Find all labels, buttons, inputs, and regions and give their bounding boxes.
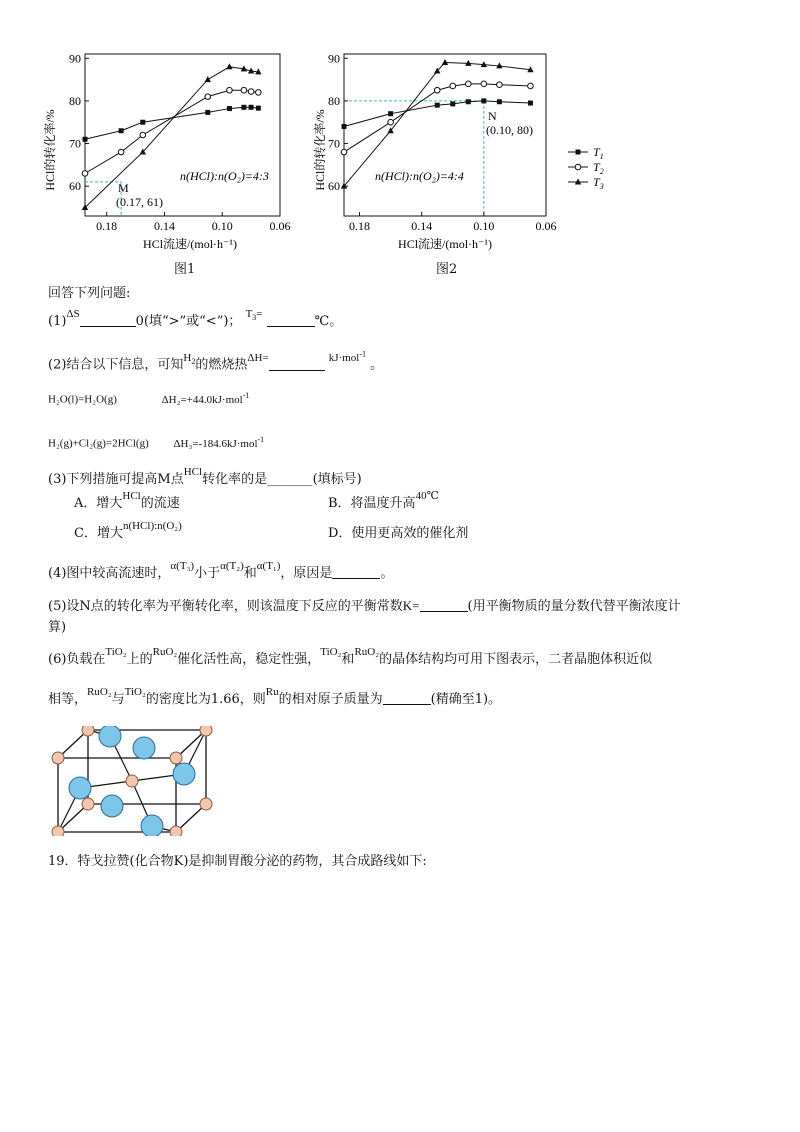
metal-atom xyxy=(126,775,138,787)
c1-point-s1-5 xyxy=(227,106,232,111)
chart1-point-m-coord: (0.17, 61) xyxy=(116,195,163,209)
c2-ytick-label: 90 xyxy=(328,51,340,66)
c1-point-s2-1 xyxy=(82,171,88,177)
c2-xtick-label: 0.06 xyxy=(535,219,557,233)
c2-point-s1-6 xyxy=(481,98,486,103)
answer-blank-5[interactable] xyxy=(420,597,468,612)
c1-xtick-label: 0.14 xyxy=(153,219,175,233)
c1-point-s1-7 xyxy=(249,105,254,110)
c2-point-s2-6 xyxy=(481,81,487,87)
c1-series-line-3 xyxy=(85,67,258,208)
c1-point-s1-4 xyxy=(205,110,210,115)
c1-xtick-label: 0.10 xyxy=(211,219,233,233)
c1-point-s2-3 xyxy=(140,132,146,138)
answer-blank-1a[interactable] xyxy=(80,312,136,327)
c1-point-s2-2 xyxy=(118,149,124,155)
c1-xtick-label: 0.06 xyxy=(269,219,291,233)
c1-point-s3-3 xyxy=(205,76,211,82)
c1-point-s1-2 xyxy=(119,128,124,133)
c2-point-s1-8 xyxy=(528,101,533,106)
c2-point-s2-2 xyxy=(388,119,394,125)
chart2-ylabel: HCl的转化率/% xyxy=(313,109,327,191)
question-5-cont: 算) xyxy=(48,620,67,635)
question-5: (5)设N点的转化率为平衡转化率，则该温度下反应的平衡常数K= (用平衡物质的量分数代替平衡浓度计 xyxy=(48,598,681,614)
chart1-ylabel: HCl的转化率/% xyxy=(43,109,57,191)
chart2-condition: n(HCl):n(O₂)=4:4 xyxy=(375,169,464,183)
figure-2-caption: 图2 xyxy=(436,262,458,277)
answer-blank-2[interactable] xyxy=(269,356,325,371)
c1-ytick-label: 90 xyxy=(69,51,81,66)
chart2-xlabel: HCl流速/(mol·h⁻¹) xyxy=(398,237,492,251)
c1-point-s1-6 xyxy=(241,105,246,110)
c1-series-line-1 xyxy=(85,107,258,139)
question-3: (3)下列措施可提高M点$^{HCl}$转化率的是_______(填标号) xyxy=(48,466,362,487)
c1-point-s2-5 xyxy=(227,87,233,93)
question-1: $(1)^{\Delta S}$ 0(填“>”或“<”)； $^{T_3=}$ ℃。 xyxy=(48,308,343,329)
chart2-point-n-label: N xyxy=(488,109,497,123)
option-a[interactable]: A．增大$^{HCl}$的流速 xyxy=(74,490,180,511)
chart-legend xyxy=(566,140,626,200)
c1-plot-frame xyxy=(85,54,280,216)
metal-atom xyxy=(170,826,182,836)
c1-point-s3-4 xyxy=(226,63,232,69)
figure-1-caption: 图1 xyxy=(174,262,196,277)
c2-point-s1-5 xyxy=(466,99,471,104)
answer-blank-4[interactable] xyxy=(332,564,380,579)
c2-ytick-label: 60 xyxy=(328,179,340,194)
chart1-xlabel: HCl流速/(mol·h⁻¹) xyxy=(143,237,237,251)
answer-blank-1b[interactable] xyxy=(267,312,315,327)
legend-label-3: $T_3$ xyxy=(593,175,604,191)
question-4: (4)图中较高流速时，$^{\alpha(T_3)}$小于$^{\alpha(T_2)}$和$^{\alpha(T_1)}$，原因是 。 xyxy=(48,560,394,581)
oxygen-atom xyxy=(101,795,123,817)
c1-series-line-2 xyxy=(85,90,258,173)
c1-ytick-label: 60 xyxy=(69,179,81,194)
option-b[interactable]: B．将温度升高$^{40℃}$ xyxy=(328,490,439,511)
metal-atom xyxy=(170,752,182,764)
c1-point-s2-7 xyxy=(248,89,254,95)
c2-point-s2-3 xyxy=(434,87,440,93)
c2-series-line-2 xyxy=(344,84,530,152)
c2-point-s2-5 xyxy=(466,81,472,87)
legend-marker-2 xyxy=(575,164,581,170)
metal-atom xyxy=(82,726,94,736)
c2-point-s2-1 xyxy=(341,149,347,155)
oxygen-atom xyxy=(99,726,121,747)
metal-atom xyxy=(82,798,94,810)
question-6-cont: 相等，$^{RuO_2}$与$^{TiO_2}$的密度比为1.66，则$^{Ru}$的相对原子质量为 (精确至1)。 xyxy=(48,686,502,707)
intro-text: 回答下列问题: xyxy=(48,286,131,301)
c2-point-s1-7 xyxy=(497,99,502,104)
c2-point-s2-8 xyxy=(528,83,534,89)
c2-point-s1-2 xyxy=(388,111,393,116)
question-2: (2)结合以下信息，可知$^{H_2}$的燃烧热$^{\Delta H=}$ $^{kJ\cdot mol^{-1}}$ 。 xyxy=(48,349,384,373)
oxygen-atom xyxy=(133,737,155,759)
c2-point-s1-4 xyxy=(450,101,455,106)
c2-point-s1-3 xyxy=(435,103,440,108)
chart-figure-2 xyxy=(300,40,560,300)
c1-point-s1-8 xyxy=(256,106,261,111)
c1-ytick-label: 80 xyxy=(69,93,81,108)
option-c[interactable]: C．增大$^{n(HCl):n(O_2)}$ xyxy=(74,520,182,541)
chart1-condition: n(HCl):n(O₂)=4:3 xyxy=(180,169,269,183)
equation-2: H₂(g)+Cl₂(g)=2HCl(g) ΔH₃=-184.6kJ·mol$^{-1}$ xyxy=(48,435,265,450)
equation-1: H₂O(l)=H₂O(g) ΔH₂=+44.0kJ·mol$^{-1}$ xyxy=(48,391,250,406)
metal-atom xyxy=(200,798,212,810)
c2-point-s3-4 xyxy=(442,59,448,65)
question-6: (6)负载在$^{TiO_2}$上的$^{RuO_2}$催化活性高，稳定性强，$^{TiO_2}$和$^{RuO_2}$的晶体结构均可用下图表示，二者晶胞体积近似 xyxy=(48,646,653,667)
c1-point-s2-6 xyxy=(241,87,247,93)
metal-atom xyxy=(200,726,212,736)
crystal-structure-diagram xyxy=(48,726,218,836)
c2-point-s1-1 xyxy=(342,124,347,129)
oxygen-atom xyxy=(69,777,91,799)
legend-label-1: $T_1$ xyxy=(593,145,604,161)
metal-atom xyxy=(52,826,64,836)
metal-atom xyxy=(52,752,64,764)
chart1-point-m-label: M xyxy=(118,181,129,195)
c2-xtick-label: 0.10 xyxy=(473,219,495,233)
c2-ytick-label: 70 xyxy=(328,136,340,151)
oxygen-atom xyxy=(173,763,195,785)
c1-ytick-label: 70 xyxy=(69,136,81,151)
c1-point-s2-4 xyxy=(205,94,211,100)
answer-blank-6[interactable] xyxy=(383,690,431,705)
c2-xtick-label: 0.14 xyxy=(411,219,433,233)
c2-point-s2-4 xyxy=(450,83,456,89)
c1-point-s1-1 xyxy=(83,137,88,142)
c1-point-s2-8 xyxy=(256,90,262,96)
question-19: 19．特戈拉赞(化合物K)是抑制胃酸分泌的药物，其合成路线如下: xyxy=(48,854,427,869)
legend-marker-1 xyxy=(576,150,581,155)
chart2-point-n-coord: (0.10, 80) xyxy=(486,123,533,137)
c1-point-s1-3 xyxy=(140,120,145,125)
legend-label-2: $T_2$ xyxy=(593,160,604,176)
option-d[interactable]: D．使用更高效的催化剂 xyxy=(328,526,469,541)
c2-ytick-label: 80 xyxy=(328,93,340,108)
c2-point-s2-7 xyxy=(497,82,503,88)
oxygen-atom xyxy=(141,815,163,836)
c1-xtick-label: 0.18 xyxy=(96,219,118,233)
c2-xtick-label: 0.18 xyxy=(349,219,371,233)
